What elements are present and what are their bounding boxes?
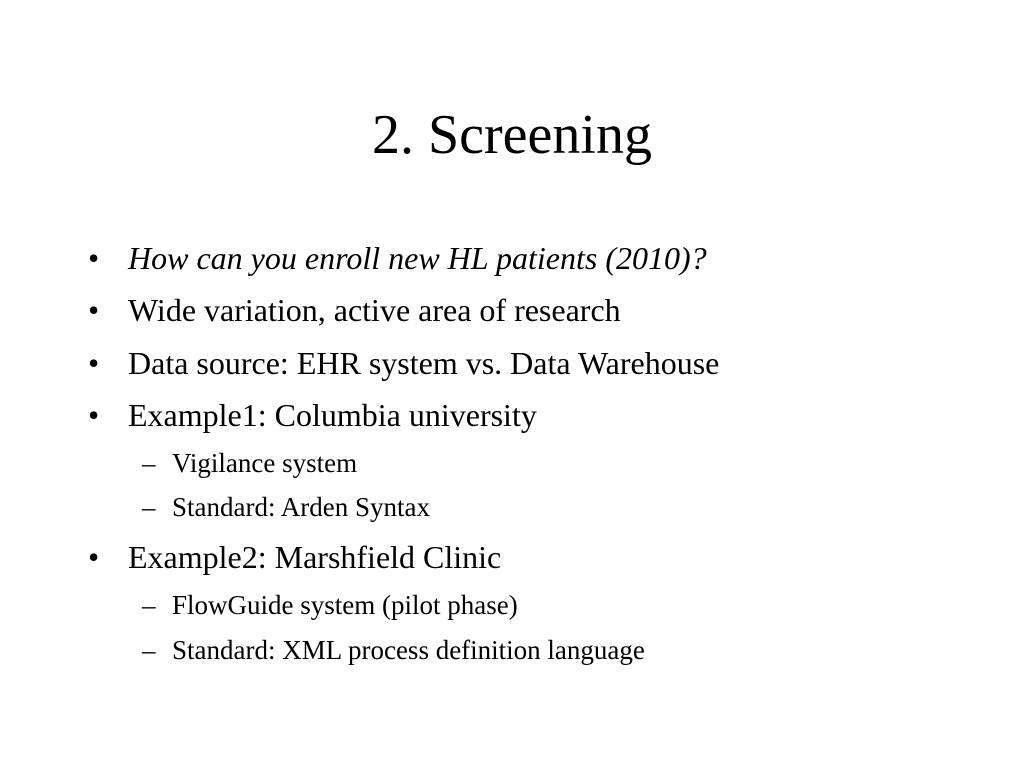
bullet-item <box>88 537 888 577</box>
bullet-item <box>88 343 888 383</box>
sub-bullet-text: FlowGuide system (pilot phase) <box>172 590 518 620</box>
sub-bullet-text: Standard: XML process definition language <box>172 635 645 665</box>
sub-bullet-item <box>142 490 842 524</box>
bullet-item <box>88 290 888 330</box>
sub-bullet-marker: – <box>142 448 156 478</box>
sub-bullet-item <box>142 446 842 480</box>
bullet-marker: • <box>88 539 100 575</box>
sub-bullet-text: Vigilance system <box>172 448 358 478</box>
sub-bullet-text: Standard: Arden Syntax <box>172 492 430 522</box>
sub-bullet-item <box>142 588 842 622</box>
bullet-marker: • <box>88 397 100 433</box>
bullet-text: Data source: EHR system vs. Data Warehouse <box>128 345 720 381</box>
sub-bullet-marker: – <box>142 635 156 665</box>
bullet-item <box>88 395 888 435</box>
bullet-text: Example1: Columbia university <box>128 397 537 433</box>
bullet-text: Wide variation, active area of research <box>128 292 621 328</box>
sub-bullet-item <box>142 633 842 667</box>
slide-title: 2. Screening <box>372 104 652 166</box>
sub-bullet-marker: – <box>142 590 156 620</box>
bullet-marker: • <box>88 292 100 328</box>
bullet-marker: • <box>88 345 100 381</box>
bullet-text: How can you enroll new HL patients (2010)? <box>128 240 707 276</box>
bullet-item <box>88 238 888 278</box>
bullet-marker: • <box>88 240 100 276</box>
bullet-text: Example2: Marshfield Clinic <box>128 539 502 575</box>
sub-bullet-marker: – <box>142 492 156 522</box>
